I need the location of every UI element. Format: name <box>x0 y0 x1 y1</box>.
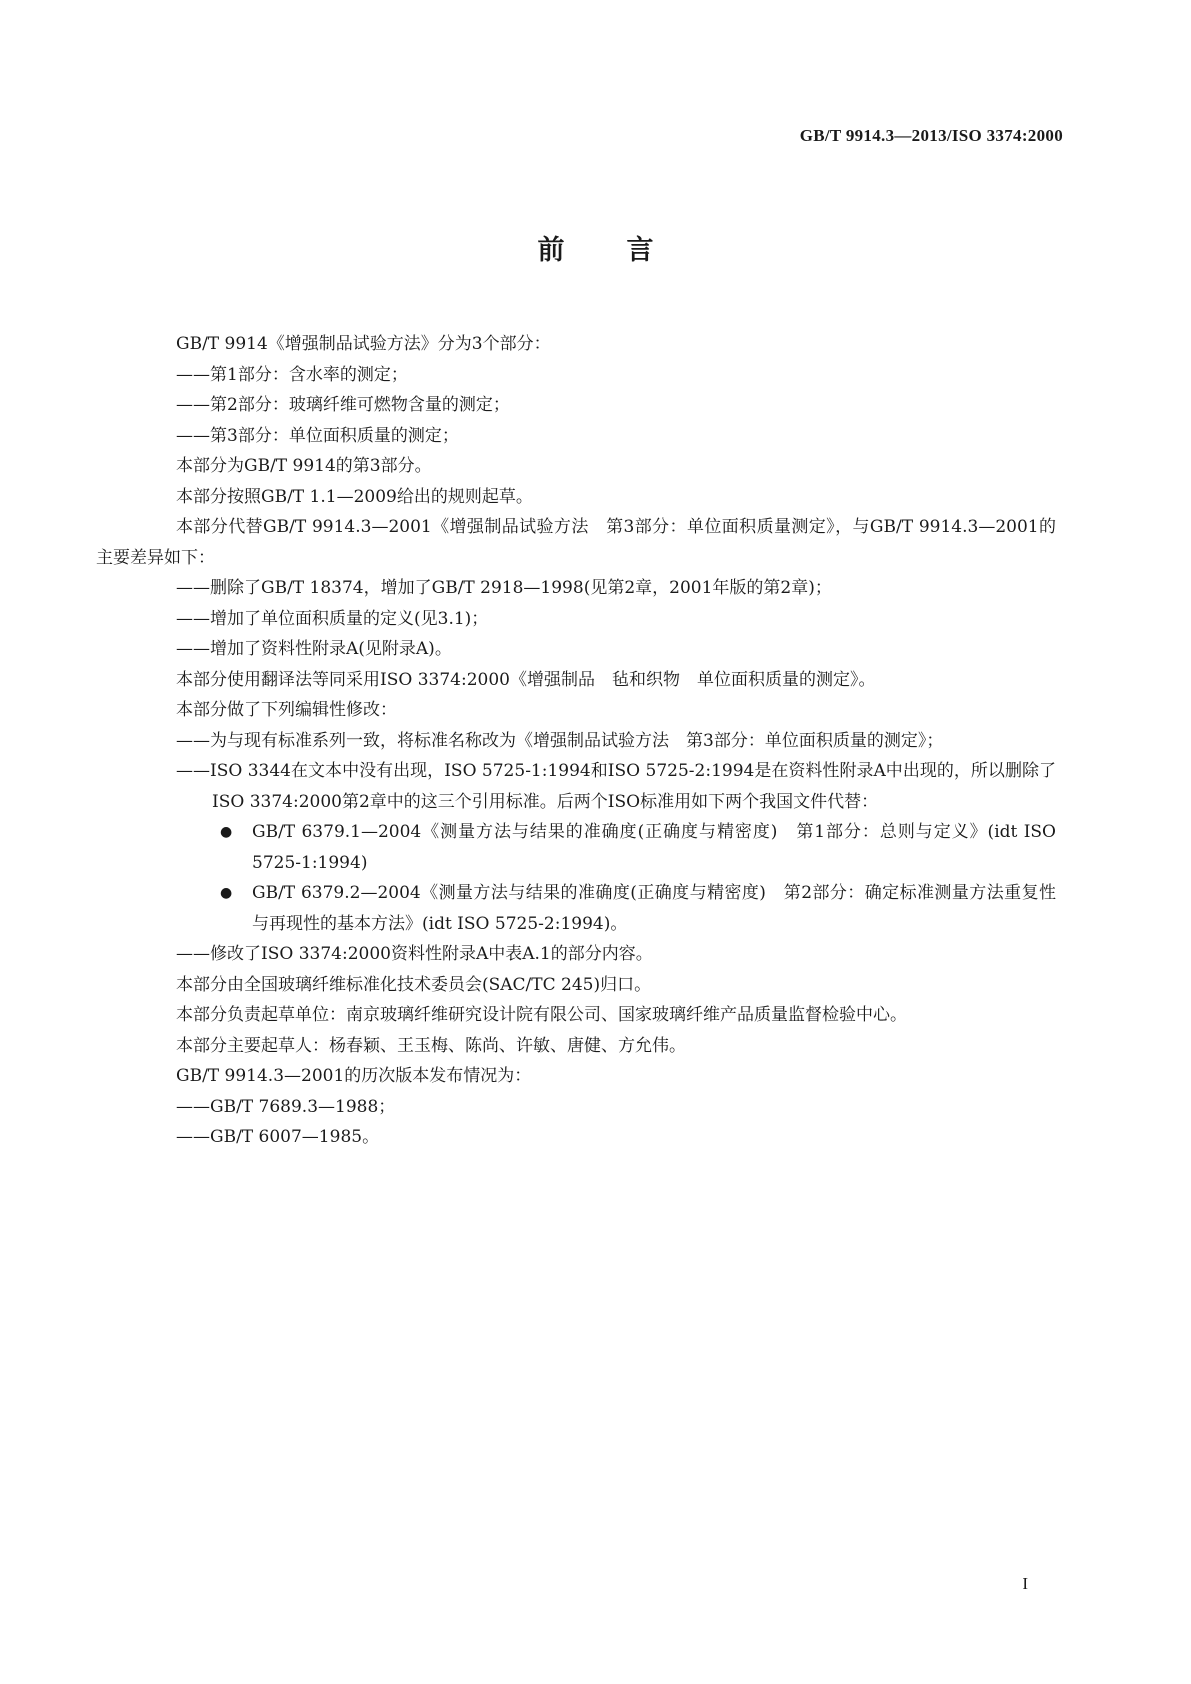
page-title: 前言 <box>537 235 716 266</box>
standard-code: GB/T 9914.3—2013/ISO 3374:2000 <box>799 126 1063 145</box>
list-item: ——删除了GB/T 18374，增加了GB/T 2918—1998(见第2章，2001年版的第2章)； <box>176 578 832 598</box>
paragraph: GB/T 9914《增强制品试验方法》分为3个部分： <box>176 334 551 354</box>
bullet-text: GB/T 6379.2—2004《测量方法与结果的准确度(正确度与精密度) 第2部分：确定标准测量方法重复性与再现性的基本方法》(idt ISO 5725-2:1994)。 <box>252 883 1056 934</box>
list-item: ——增加了单位面积质量的定义(见3.1)； <box>176 608 489 629</box>
paragraph: 本部分为GB/T 9914的第3部分。 <box>176 456 432 476</box>
paragraph: 本部分负责起草单位：南京玻璃纤维研究设计院有限公司、国家玻璃纤维产品质量监督检验中心。 <box>176 1005 907 1025</box>
list-item: ——GB/T 7689.3—1988； <box>176 1096 396 1117</box>
paragraph: 本部分做了下列编辑性修改： <box>176 700 397 720</box>
foreword-body <box>96 329 1056 1153</box>
paragraph: 本部分按照GB/T 1.1—2009给出的规则起草。 <box>176 486 533 507</box>
paragraph: GB/T 9914.3—2001的历次版本发布情况为： <box>176 1066 532 1086</box>
list-item: ——ISO 3344在文本中没有出现，ISO 5725-1:1994和ISO 5725-2:1994是在资料性附录A中出现的，所以删除了ISO 3374:2000第2章中的这三个引用标准。后两个ISO标准用如下两个我国文件代替： <box>176 761 1056 812</box>
list-item: ——第3部分：单位面积质量的测定； <box>176 425 459 446</box>
bullet-icon: ● <box>220 885 233 901</box>
bullet-item <box>136 878 1056 939</box>
paragraph: 本部分主要起草人：杨春颖、王玉梅、陈尚、许敏、唐健、方允伟。 <box>176 1035 686 1056</box>
paragraph: 本部分使用翻译法等同采用ISO 3374:2000《增强制品 毡和织物 单位面积质量的测定》。 <box>176 669 876 690</box>
list-item: ——第1部分：含水率的测定； <box>176 364 408 385</box>
paragraph: 本部分由全国玻璃纤维标准化技术委员会(SAC/TC 245)归口。 <box>176 974 652 995</box>
bullet-text: GB/T 6379.1—2004《测量方法与结果的准确度(正确度与精密度) 第1部分：总则与定义》(idt ISO 5725-1:1994) <box>252 822 1056 873</box>
list-item: ——第2部分：玻璃纤维可燃物含量的测定； <box>176 395 510 415</box>
list-item: ——GB/T 6007—1985。 <box>176 1127 380 1147</box>
bullet-item <box>136 817 1056 878</box>
paragraph: 本部分代替GB/T 9914.3—2001《增强制品试验方法 第3部分：单位面积质量测定》，与GB/T 9914.3—2001的主要差异如下： <box>96 517 1056 568</box>
bullet-icon: ● <box>220 824 233 840</box>
page-number: I <box>1022 1574 1028 1593</box>
list-item: ——增加了资料性附录A(见附录A)。 <box>176 639 452 659</box>
list-item: ——为与现有标准系列一致，将标准名称改为《增强制品试验方法 第3部分：单位面积质量的测定》； <box>176 730 944 751</box>
list-item: ——修改了ISO 3374:2000资料性附录A中表A.1的部分内容。 <box>176 944 653 964</box>
